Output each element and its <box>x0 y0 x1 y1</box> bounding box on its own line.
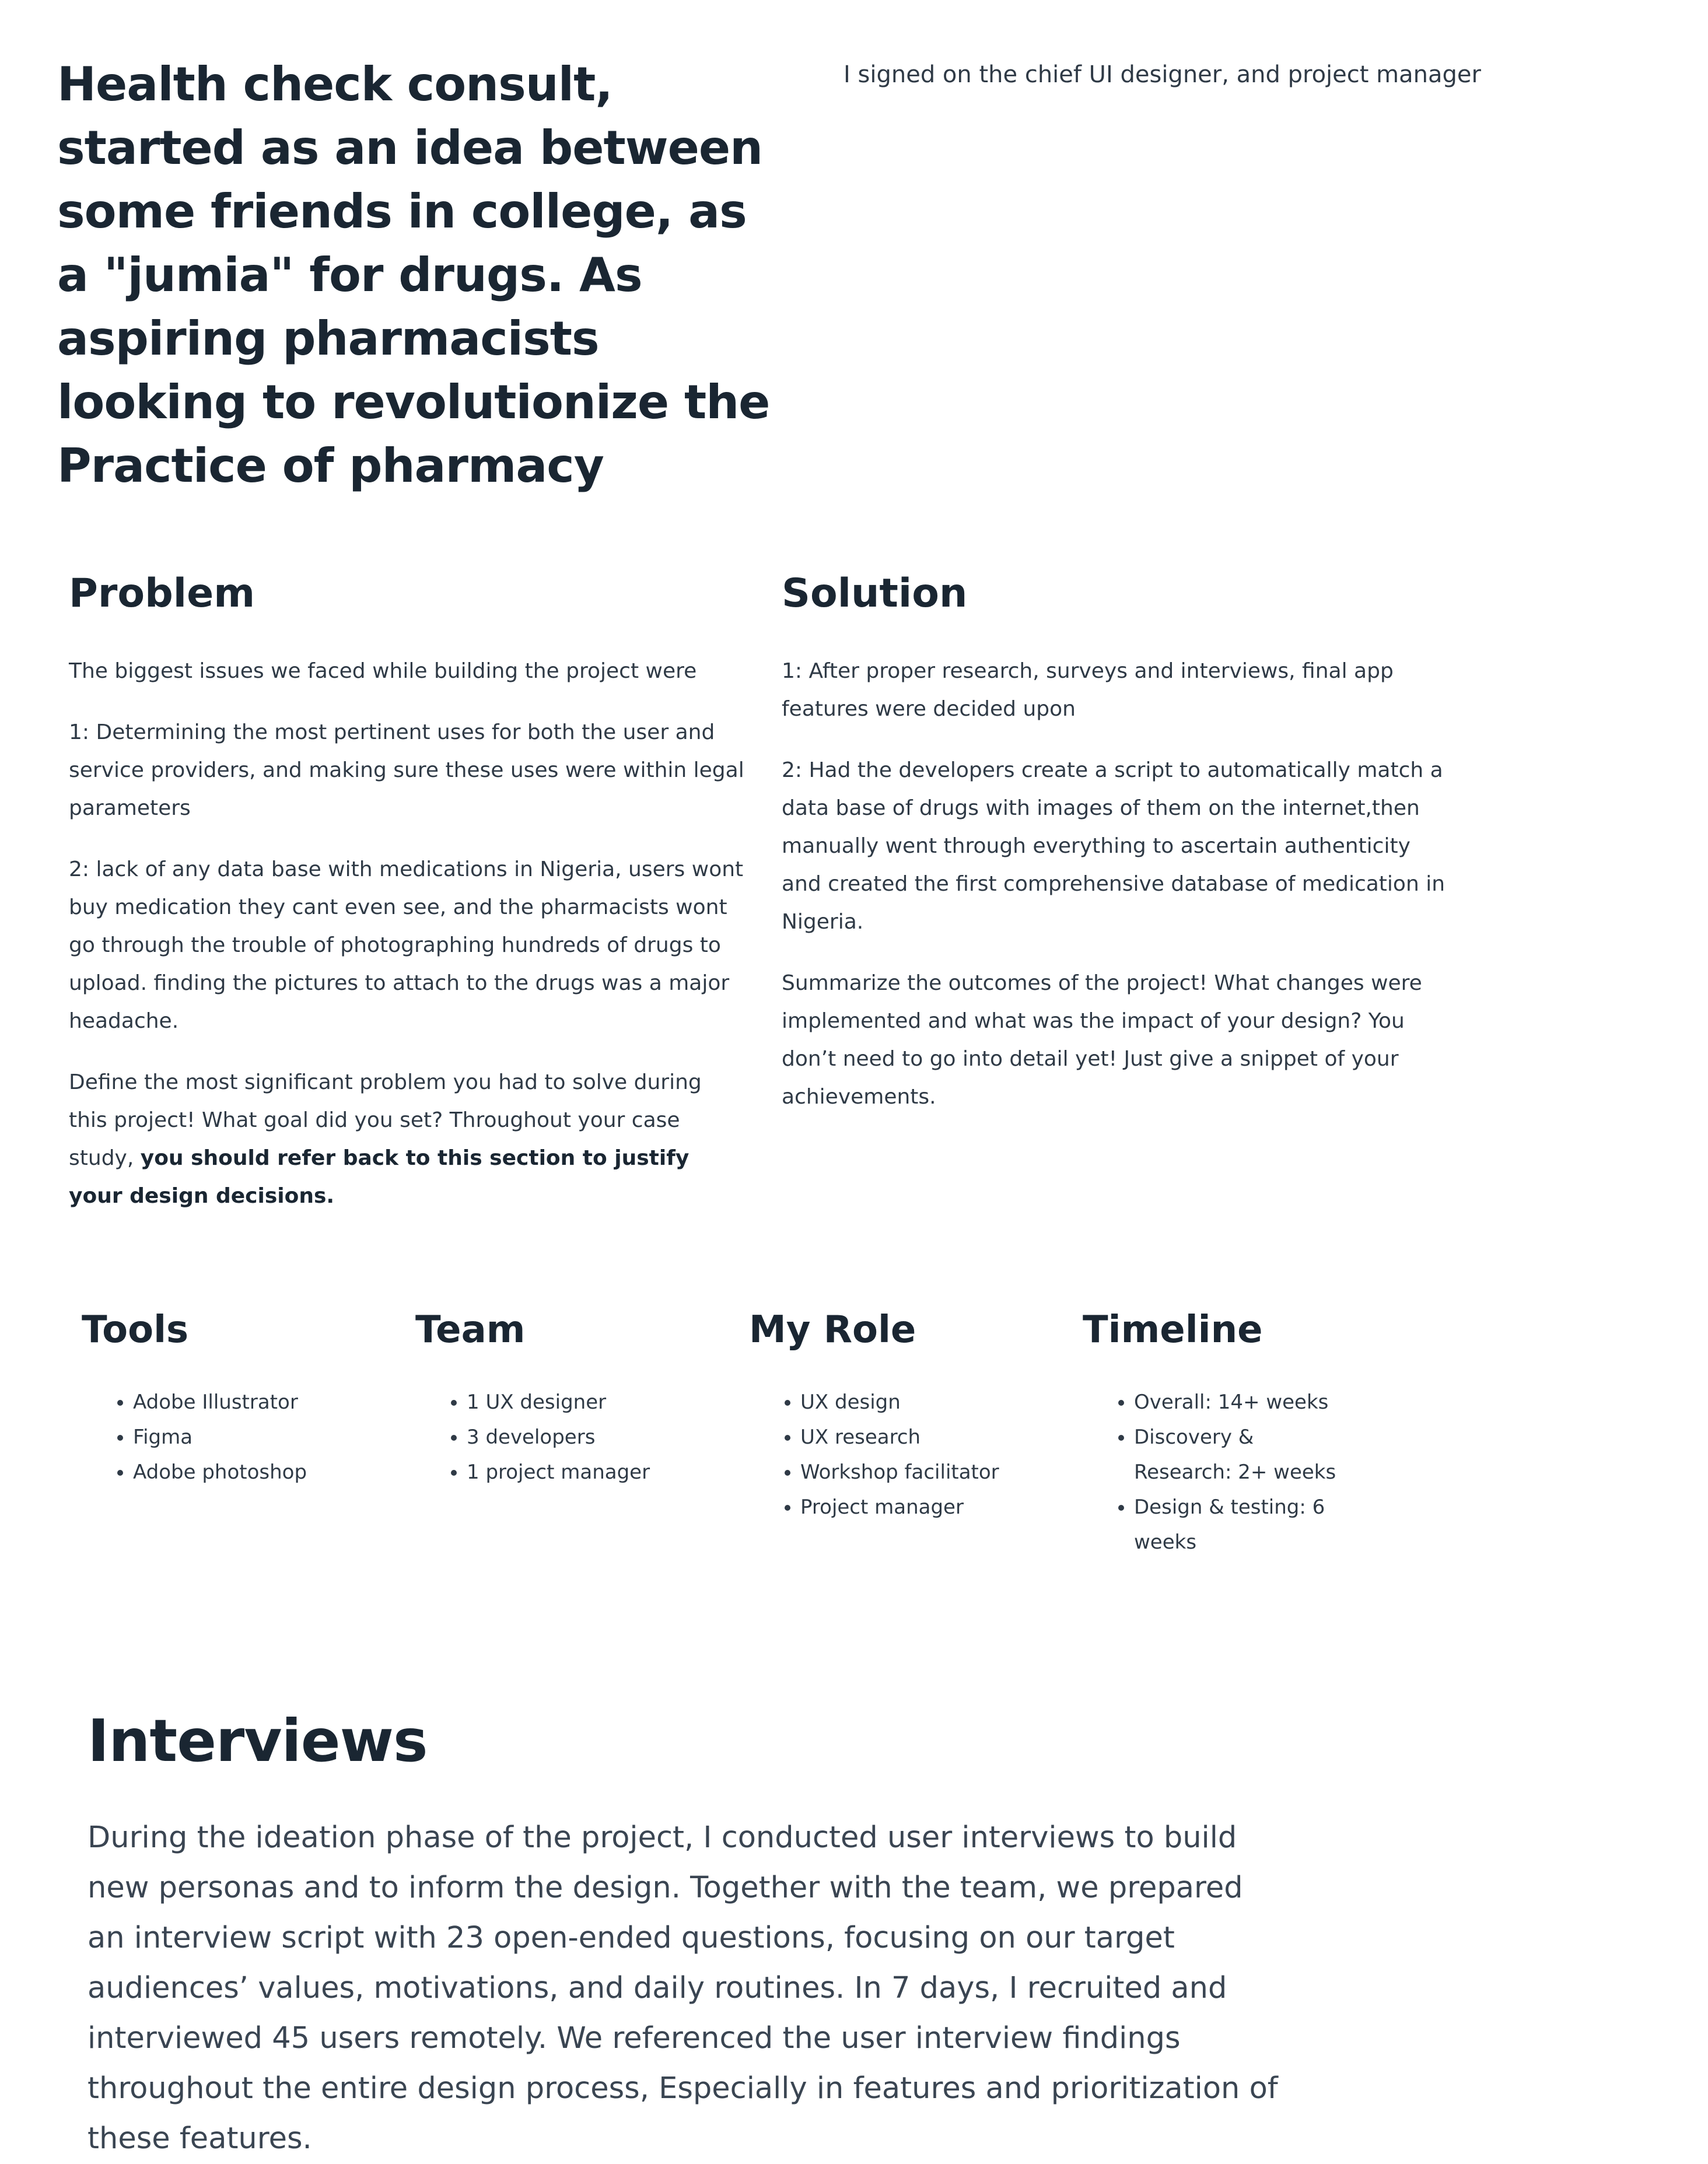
my-role-heading: My Role <box>749 1308 916 1351</box>
problem-goal <box>69 1063 746 1215</box>
solution-outcomes: Summarize the outcomes of the project! What changes were implemented and what was the impact of your design? You don’t need to go into detail yet! Just give a snippet of your achievements. <box>782 971 1422 1109</box>
problem-heading: Problem <box>69 570 256 617</box>
my-role-section <box>749 1305 1052 1525</box>
my-role-item: • Workshop facilitator <box>800 1455 1052 1490</box>
team-list <box>415 1385 719 1490</box>
problem-goal-text: Define the most significant problem you had to solve during this project! What goal did you set? Throughout your case study, <box>69 1070 702 1170</box>
solution-point-2: 2: Had the developers create a script to automatically match a data base of drugs with images of them on the internet,then manually went through everything to ascertain authenticity and created the first comprehensive database of medication in Nigeria. <box>782 758 1446 934</box>
problem-intro: The biggest issues we faced while building the project were <box>69 659 697 683</box>
timeline-item: • Discovery & Research: 2+ weeks <box>1134 1420 1344 1490</box>
timeline-heading: Timeline <box>1083 1308 1263 1351</box>
my-role-list <box>749 1385 1052 1525</box>
problem-text <box>69 652 746 1238</box>
my-role-item: • UX research <box>800 1420 1052 1455</box>
timeline-item: • Overall: 14+ weeks <box>1134 1385 1344 1420</box>
solution-point-1: 1: After proper research, surveys and interviews, final app features were decided upon <box>782 659 1394 721</box>
my-role-item: • Project manager <box>800 1490 1052 1525</box>
solution-heading: Solution <box>782 570 968 617</box>
my-role-item: • UX design <box>800 1385 1052 1420</box>
problem-point-1: 1: Determining the most pertinent uses for both the user and service providers, and making sure these uses were within legal parameters <box>69 720 744 820</box>
tools-heading: Tools <box>82 1308 189 1351</box>
timeline-list <box>1083 1385 1344 1560</box>
tools-item: • Adobe Illustrator <box>133 1385 385 1420</box>
role-note: I signed on the chief UI designer, and project manager <box>844 61 1481 88</box>
interviews-body: During the ideation phase of the project, I conducted user interviews to build new personas and to inform the design. Together with the team, we prepared an interview script with 23 open-ended questions, focusing on our target audiences’ values, motivations, and daily routines. In 7 days, I recruited and interviewed 45 users remotely. We referenced the user interview findings throughout the entire design process, Especially in features and prioritization of these features. <box>88 1820 1278 2156</box>
tools-section <box>82 1305 385 1490</box>
problem-goal-emphasis: you should refer back to this section to justify your design decisions. <box>69 1146 690 1208</box>
tools-list <box>82 1385 385 1490</box>
interviews-heading: Interviews <box>88 1707 428 1775</box>
tools-item: • Adobe photoshop <box>133 1455 385 1490</box>
timeline-item: • Design & testing: 6 weeks <box>1134 1490 1344 1560</box>
timeline-section <box>1083 1305 1386 1560</box>
tools-item: • Figma <box>133 1420 385 1455</box>
team-section <box>415 1305 719 1490</box>
team-item: • 1 UX designer <box>467 1385 719 1420</box>
hero-title: Health check consult, started as an idea between some friends in college, as a "jumia" for drugs. As aspiring pharmacists looking to revolutionize the Practice of pharmacy <box>57 57 770 493</box>
problem-point-2: 2: lack of any data base with medications in Nigeria, users wont buy medication they cant even see, and the pharmacists wont go through the trouble of photographing hundreds of drugs to upload. finding the pictures to attach to the drugs was a major headache. <box>69 857 744 1033</box>
team-item: • 3 developers <box>467 1420 719 1455</box>
solution-text <box>782 652 1447 1139</box>
team-heading: Team <box>415 1308 526 1351</box>
team-item: • 1 project manager <box>467 1455 719 1490</box>
